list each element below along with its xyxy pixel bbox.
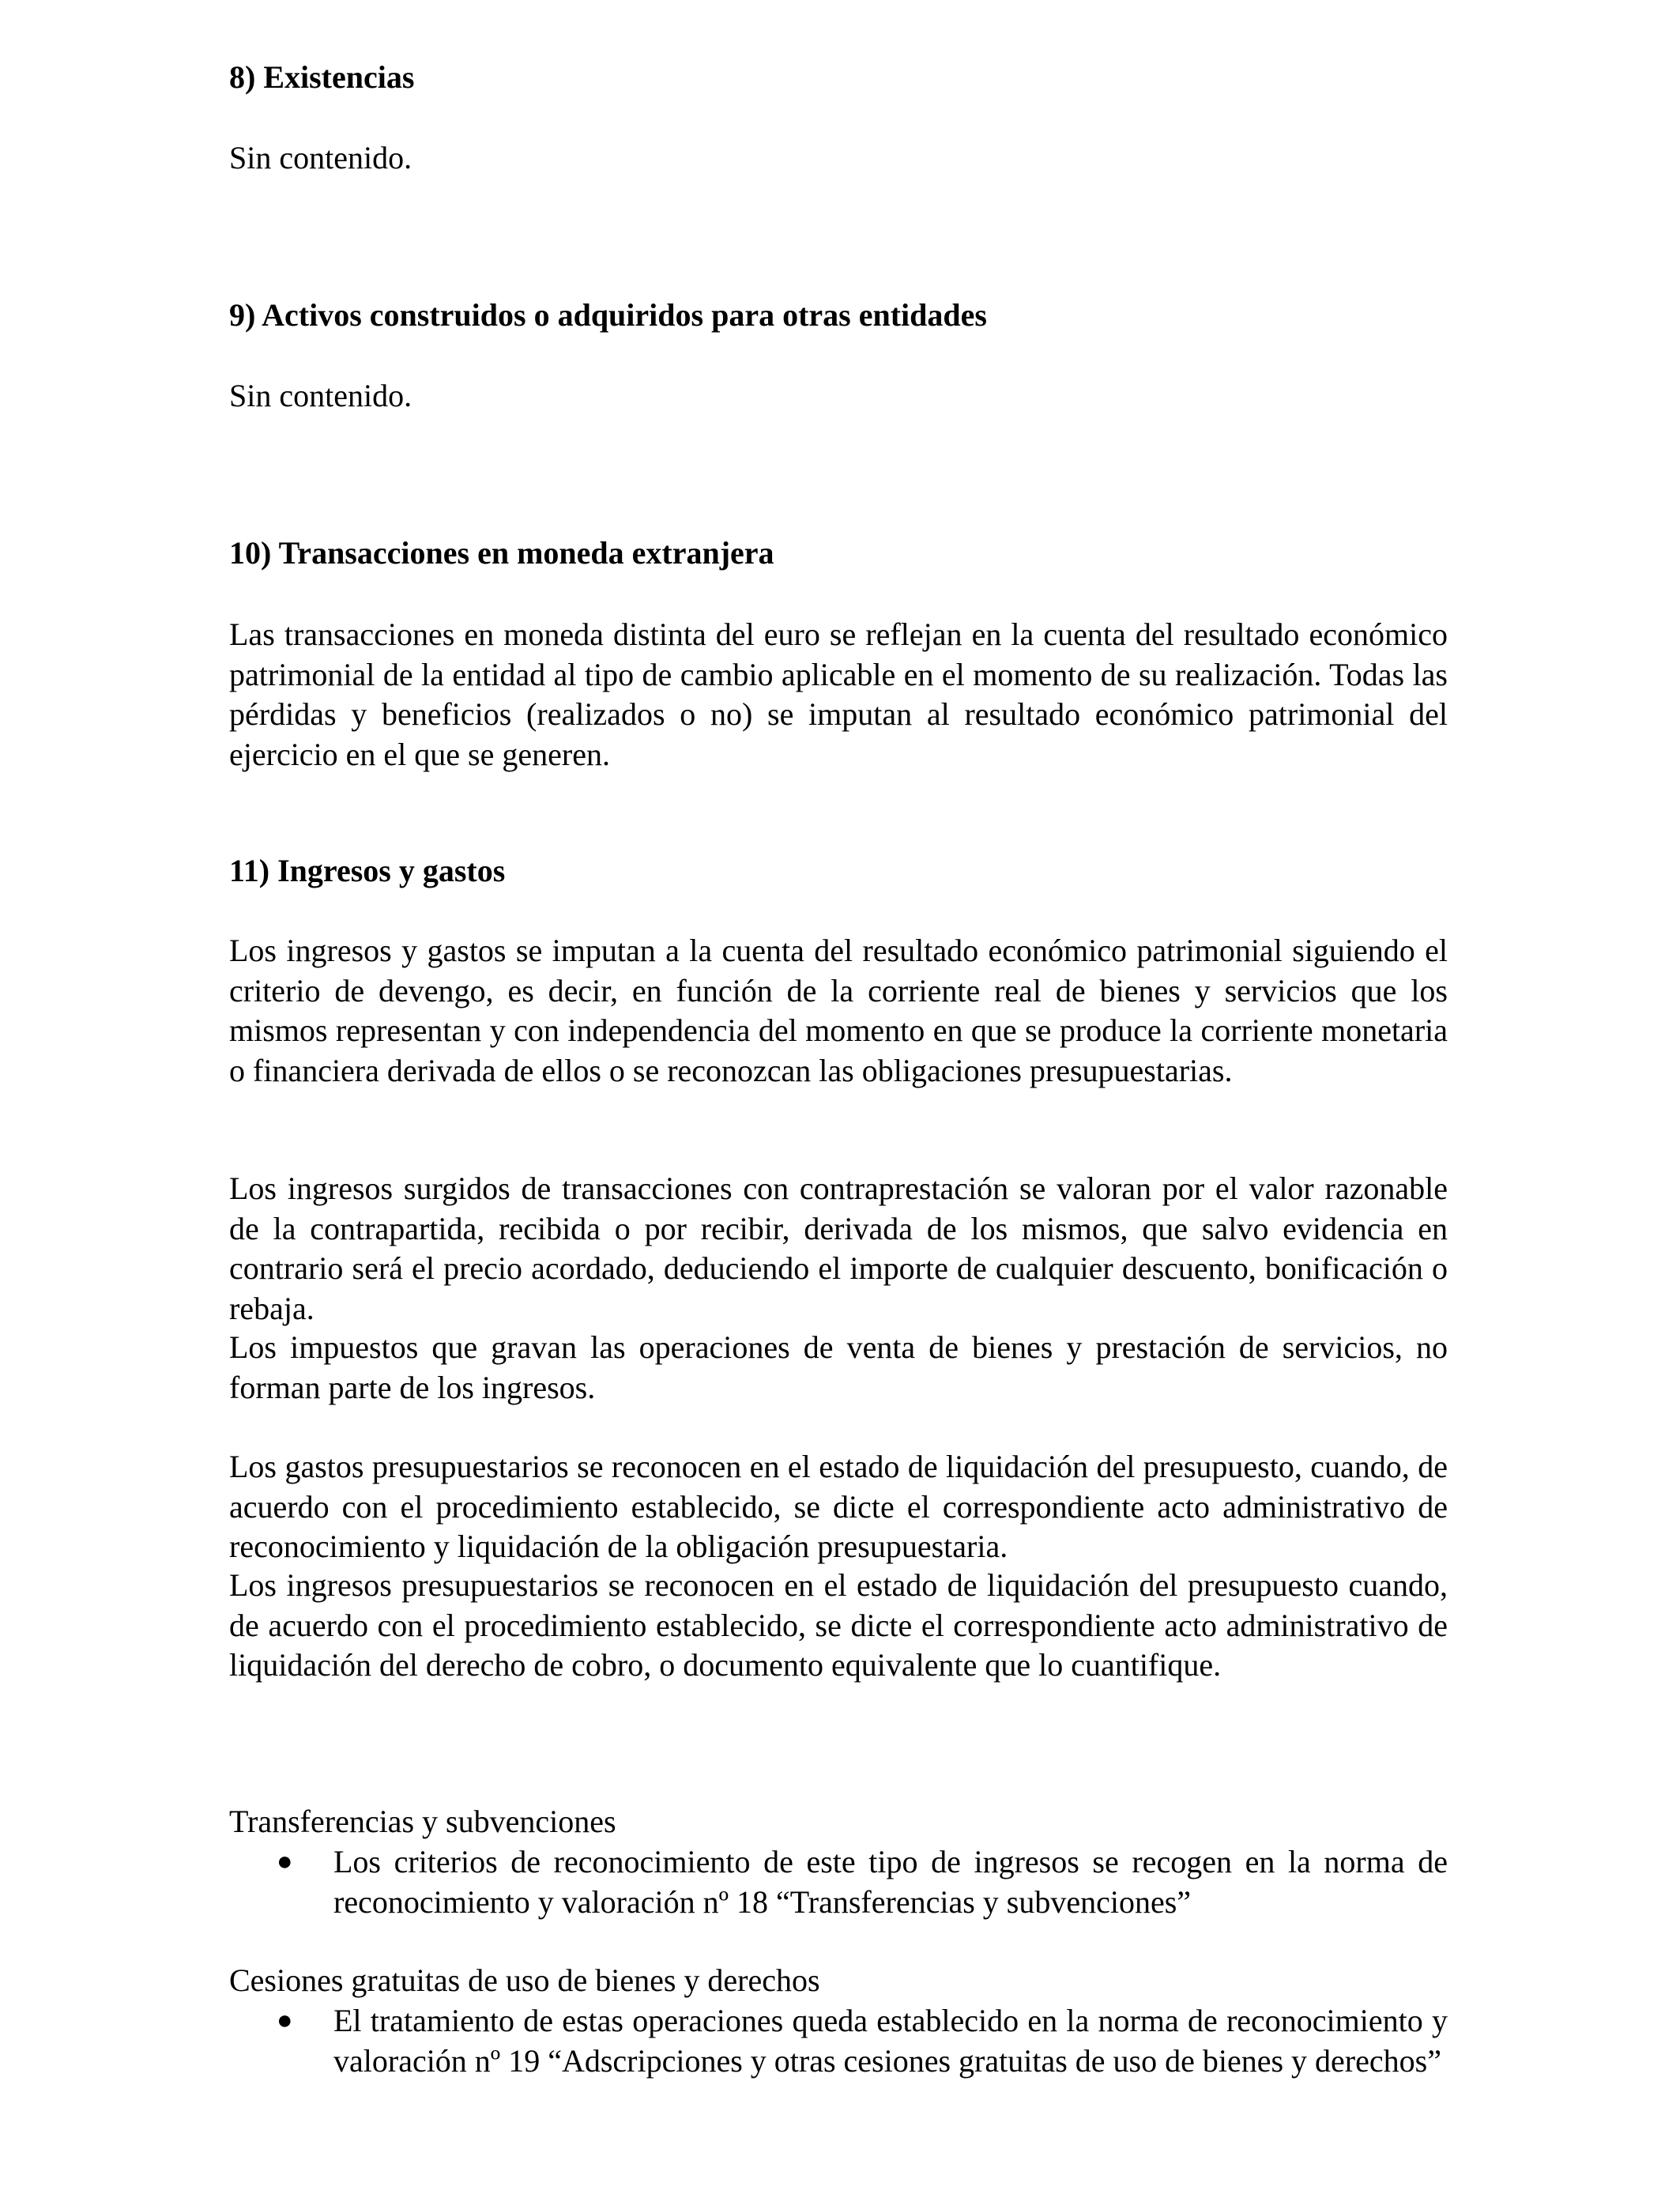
bullet-icon: ●: [277, 1847, 293, 1876]
list-item-transferencias: [277, 1842, 1448, 1922]
subsection-title-transferencias: Transferencias y subvenciones: [229, 1804, 616, 1839]
paragraph-ingresos-contraprestacion: Los ingresos surgidos de transacciones con contraprestación se valoran por el valor razonable de la contrapartida, recibida o por recibir, derivada de los mismos, que salvo evidencia en contrario será el precio acordado, deduciendo el importe de cualquier descuento, bonificación o rebaja.: [229, 1171, 1448, 1326]
paragraph-ingresos-gastos-devengo: Los ingresos y gastos se imputan a la cuenta del resultado económico patrimonial siguiendo el criterio de devengo, es decir, en función de la corriente real de bienes y servicios que los mismos representan y con independencia del momento en que se produce la corriente monetaria o financiera derivada de ellos o se reconozcan las obligaciones presupuestarias.: [229, 933, 1448, 1088]
paragraph-ingresos-presupuestarios: Los ingresos presupuestarios se reconocen en el estado de liquidación del presupuesto cuando, de acuerdo con el procedimiento establecido, se dicte el correspondiente acto administrativo de liquidación del derecho de cobro, o documento equivalente que lo cuantifique.: [229, 1567, 1448, 1683]
section-heading-existencias: 8) Existencias: [229, 59, 415, 95]
section-heading-activos: 9) Activos construidos o adquiridos para otras entidades: [229, 297, 987, 333]
list-item-cesiones: [277, 2001, 1448, 2081]
section-heading-ingresos-gastos: 11) Ingresos y gastos: [229, 853, 506, 888]
paragraph-gastos-presupuestarios: Los gastos presupuestarios se reconocen en el estado de liquidación del presupuesto, cuando, de acuerdo con el procedimiento establecido, se dicte el correspondiente acto administrativo de reconocimiento y liquidación de la obligación presupuestaria.: [229, 1449, 1448, 1564]
bullet-icon: ●: [277, 2006, 293, 2035]
section-body-activos: Sin contenido.: [229, 378, 412, 413]
subsection-title-cesiones: Cesiones gratuitas de uso de bienes y derechos: [229, 1962, 820, 1998]
list-item-text: El tratamiento de estas operaciones queda establecido en la norma de reconocimiento y valoración nº 19 “Adscripciones y otras cesiones gratuitas de uso de bienes y derechos”: [333, 2003, 1448, 2079]
section-heading-moneda-extranjera: 10) Transacciones en moneda extranjera: [229, 535, 774, 571]
section-body-existencias: Sin contenido.: [229, 140, 412, 175]
list-item-text: Los criterios de reconocimiento de este tipo de ingresos se recogen en la norma de reconocimiento y valoración nº 18 “Transferencias y subvenciones”: [333, 1844, 1448, 1920]
section-body-moneda-extranjera: Las transacciones en moneda distinta del euro se reflejan en la cuenta del resultado económico patrimonial de la entidad al tipo de cambio aplicable en el momento de su realización. Todas las pérdidas y beneficios (realizados o no) se imputan al resultado económico patrimonial del ejercicio en el que se generen.: [229, 616, 1448, 772]
paragraph-impuestos: Los impuestos que gravan las operaciones de venta de bienes y prestación de servicios, no forman parte de los ingresos.: [229, 1329, 1448, 1405]
